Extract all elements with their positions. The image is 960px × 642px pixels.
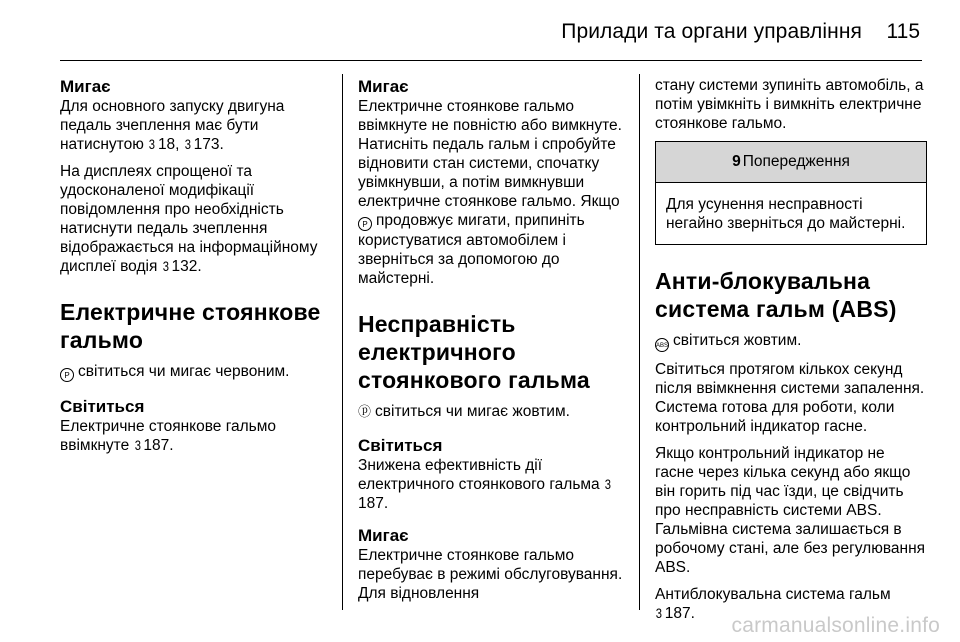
abs-icon: ABS bbox=[655, 338, 669, 352]
parking-brake-icon: P bbox=[60, 368, 74, 382]
parking-brake-icon: P bbox=[358, 217, 372, 231]
abs-paragraph-2: Якщо контрольний індикатор не гасне через кілька секунд або якщо він горить під час їзди, це свідчить про несправність системи ABS. Гальмівна система залишається в робочому стані, але без регулювання ABS. bbox=[655, 445, 926, 576]
page-reference[interactable]: 187. bbox=[358, 495, 389, 512]
page-reference[interactable]: 173. bbox=[193, 136, 224, 153]
warning-body: Для усунення несправності негайно зверніться до майстерні. bbox=[666, 196, 906, 232]
lit-paragraph bbox=[358, 456, 632, 513]
column-3 bbox=[655, 76, 927, 623]
reference-arrow-icon: 3 bbox=[184, 136, 191, 152]
lit-text: Електричне стоянкове гальмо ввімкнуте bbox=[60, 418, 277, 454]
reference-arrow-icon: 3 bbox=[148, 136, 156, 152]
continued-paragraph: стану системи зупиніть автомобіль, а потім увімкніть і вимкніть електричне стоянкове гальмо. bbox=[655, 77, 924, 132]
blinking-paragraph bbox=[60, 97, 340, 154]
lit-heading: Світиться bbox=[60, 397, 145, 416]
abs-text-3: Антиблокувальна система гальм bbox=[655, 586, 891, 603]
displays-text: На дисплеях спрощеної та удосконаленої модифікації повідомлення про необхідність натиснути педаль зчеплення відображається на інформаційному дисплеї водія bbox=[60, 163, 318, 275]
abs-indicator-line bbox=[655, 331, 927, 352]
blinking-heading-2: Мигає bbox=[358, 526, 409, 545]
column-separator-2 bbox=[639, 74, 640, 610]
blinking-heading: Мигає bbox=[60, 77, 111, 96]
blinking-text-b: продовжує мигати, припиніть користуватися автомобілем і зверніться за допомогою до майстерні. bbox=[358, 212, 585, 287]
header-rule bbox=[60, 60, 922, 61]
abs-section-heading: Анти-блокувальна система гальм (ABS) bbox=[655, 268, 897, 322]
lit-text: Знижена ефективність дії електричного стоянкового гальма bbox=[358, 457, 600, 493]
warning-triangle-icon: 9 bbox=[732, 153, 741, 170]
column-2 bbox=[358, 76, 632, 603]
page-reference[interactable]: 187. bbox=[143, 437, 174, 454]
abs-indicator-text: світиться жовтим. bbox=[673, 332, 802, 349]
warning-title: Попередження bbox=[742, 153, 850, 170]
displays-paragraph bbox=[60, 162, 340, 276]
reference-arrow-icon: 3 bbox=[604, 476, 612, 492]
blinking-paragraph-2: Електричне стоянкове гальмо перебуває в режимі обслуговування. Для відновлення bbox=[358, 547, 623, 602]
watermark: carmanualsonline.info bbox=[731, 614, 940, 637]
epb-section-heading: Електричне стоянкове гальмо bbox=[60, 299, 321, 353]
page-number: 115 bbox=[886, 20, 920, 43]
abs-paragraph-1: Світиться протягом кількох секунд після ввімкнення системи запалення. Система готова для роботи, коли контрольний індикатор гасне. bbox=[655, 361, 925, 435]
epb-indicator-text: світиться чи мигає червоним. bbox=[78, 363, 290, 380]
page-reference[interactable]: 132. bbox=[171, 258, 202, 275]
blinking-text: Для основного запуску двигуна педаль зчеплення має бути натиснутою bbox=[60, 98, 285, 153]
fault-section-heading: Несправність електричного стоянкового гальма bbox=[358, 311, 590, 393]
lit-heading: Світиться bbox=[358, 436, 443, 455]
blinking-paragraph bbox=[358, 97, 632, 288]
lit-paragraph bbox=[60, 417, 340, 455]
reference-arrow-icon: 3 bbox=[162, 258, 169, 274]
blinking-heading: Мигає bbox=[358, 77, 409, 96]
reference-arrow-icon: 3 bbox=[134, 437, 141, 453]
reference-arrow-icon: 3 bbox=[655, 605, 663, 621]
page-header-title: Прилади та органи управління bbox=[561, 20, 862, 43]
column-separator-1 bbox=[342, 74, 343, 610]
column-1 bbox=[60, 76, 340, 463]
fault-indicator-text: світиться чи мигає жовтим. bbox=[375, 403, 570, 420]
fault-indicator-line bbox=[358, 402, 632, 421]
page-reference[interactable]: 18, bbox=[157, 136, 180, 153]
blinking-text-a: Електричне стоянкове гальмо ввімкнуте не повністю або вимкнуте. Натисніть педаль гальм і спробуйте відновити стан системи, спочатку увімкнувши, а потім вимкнувши електричне стоянкове гальмо. Якщо bbox=[358, 98, 622, 210]
page-reference[interactable]: 187. bbox=[664, 605, 695, 622]
epb-indicator-line bbox=[60, 362, 340, 382]
warning-box bbox=[655, 141, 927, 245]
brake-fault-icon: ⓟ bbox=[358, 404, 372, 419]
warning-header bbox=[656, 142, 926, 183]
